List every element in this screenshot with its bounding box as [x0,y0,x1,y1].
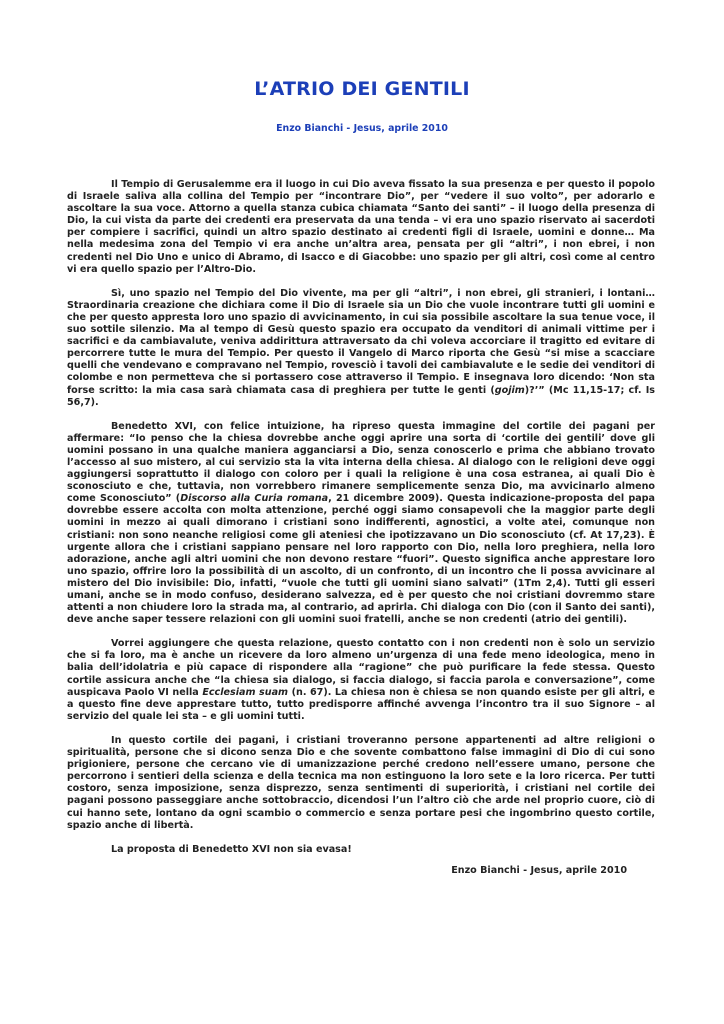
signature: Enzo Bianchi - Jesus, aprile 2010 [451,864,627,876]
paragraph-5: In questo cortile dei pagani, i cristiani troveranno persone appartenenti ad altre religioni o spiritualità, persone che si dicono senza Dio e che sovente combattono false immagini di Dio di cui sono prigioniere, persone che cercano vie di umanizzazione perché credono nell’essere umano, persone che percorrono i sentieri della scienza e della tecnica ma non estinguono la loro sete e la loro ricerca. Per tutti costoro, senza imposizione, senza disprezzo, senza sentimenti di superiorità, i cristiani nel cortile dei pagani possono passeggiare anche sottobraccio, dicendosi l’un l’altro ciò che arde nel proprio cuore, ciò di cui hanno sete, lontano da ogni scambio o commercio e senza portare pesi che ingombrino questo cortile, spazio anche di libertà. [67,734,655,831]
paragraph-3: Benedetto XVI, con felice intuizione, ha ripreso questa immagine del cortile dei pagani per affermare: “Io penso che la chiesa dovrebbe anche oggi aprire una sorta di ‘cortile dei gentili’ dove gli uomini possano in una qualche maniera agganciarsi a Dio, senza conoscerlo e prima che abbiano trovato l’accesso al suo mistero, al cui servizio sta la vita interna della chiesa. Al dialogo con le religioni deve oggi aggiungersi soprattutto il dialogo con coloro per i quali la religione è una cosa estranea, ai quali Dio è sconosciuto e che, tuttavia, non vorrebbero rimanere semplicemente senza Dio, ma avvicinarlo almeno come Sconosciuto” (Discorso alla Curia romana, 21 dicembre 2009). Questa indicazione-proposta del papa dovrebbe essere accolta con molta attenzione, perché oggi siamo consapevoli che la maggior parte degli uomini in mezzo ai quali dimorano i cristiani sono indifferenti, agnostici, a volte atei, comunque non cristiani: non sono neanche religiosi come gli ateniesi che ipotizzavano un Dio sconosciuto (cf. At 17,23). È urgente allora che i cristiani sappiano pensare nel loro rapporto con Dio, nella loro preghiera, nella loro adorazione, anche agli altri uomini che non devono restare “fuori”. Questo significa anche apprestare loro uno spazio, offrire loro la possibilità di un ascolto, di un confronto, di un incontro che li possa avvicinare al mistero del Dio invisibile: Dio, infatti, “vuole che tutti gli uomini siano salvati” (1Tm 2,4). Tutti gli esseri umani, anche se in modo confuso, desiderano salvezza, ed è per questo che noi cristiani dovremmo stare attenti a non chiudere loro la strada ma, al contrario, ad aprirla. Chi dialoga con Dio (con il Santo dei santi), deve anche saper tessere relazioni con gli uomini suoi fratelli, anche se non credenti (atrio dei gentili). [67,420,656,626]
closing-line: La proposta di Benedetto XVI non sia evasa! [111,843,352,855]
page-title: L’ATRIO DEI GENTILI [254,78,470,100]
paragraph-2: Sì, uno spazio nel Tempio del Dio vivente, ma per gli “altri”, i non ebrei, gli stranieri, i lontani… Straordinaria creazione che dichiara come il Dio di Israele sia un Dio che vuole incontrare tutti gli uomini e che per questo appresta loro uno spazio di avvicinamento, in cui sia possibile ascoltare la sua tenue voce, il suo sottile silenzio. Ma al tempo di Gesù questo spazio era occupato da venditori di animali vittime per i sacrifici e da cambiavalute, veniva addirittura attraversato da chi voleva accorciare il tragitto ed evitare di percorrere tutte le mura del Tempio. Per questo il Vangelo di Marco riporta che Gesù “si mise a scacciare quelli che vendevano e compravano nel Tempio, rovesciò i tavoli dei cambiavalute e le sedie dei venditori di colombe e non permetteva che si portassero cose attraverso il Tempio. E insegnava loro dicendo: ‘Non sta forse scritto: la mia casa sarà chiamata casa di preghiera per tutte le genti (gojim)?’” (Mc 11,15-17; cf. Is 56,7). [67,287,655,408]
article-body [67,179,655,877]
byline: Enzo Bianchi - Jesus, aprile 2010 [276,123,448,134]
paragraph-1: Il Tempio di Gerusalemme era il luogo in cui Dio aveva fissato la sua presenza e per questo il popolo di Israele saliva alla collina del Tempio per “incontrare Dio”, per “vedere il suo volto”, per adorarlo e ascoltare la sua voce. Attorno a quella stanza cubica chiamata “Santo dei santi” – il luogo della presenza di Dio, la cui vista da parte dei credenti era preservata da una tenda – vi era uno spazio riservato ai sacerdoti per compiere i sacrifici, quindi un altro spazio destinato ai credenti figli di Israele, uomini e donne… Ma nella medesima zona del Tempio vi era anche un’altra area, pensata per gli “altri”, i non ebrei, i non credenti nel Dio Uno e unico di Abramo, di Isacco e di Giacobbe: uno spazio per gli altri, così come al centro vi era quello spazio per l’Altro-Dio. [67,179,655,275]
paragraph-4: Vorrei aggiungere che questa relazione, questo contatto con i non credenti non è solo un servizio che si fa loro, ma è anche un ricevere da loro almeno un’urgenza di una fede meno ideologica, meno in balia dell’idolatria e più capace di rispondere alla “ragione” che può purificare la fede stessa. Questo cortile assicura anche che “la chiesa sia dialogo, si faccia dialogo, si faccia parola e conversazione”, come auspicava Paolo VI nella Ecclesiam suam (n. 67). La chiesa non è chiesa se non quando esiste per gli altri, e a questo fine deve apprestare tutto, tutto predisporre affinché avvenga l’incontro tra il suo Signore – al servizio del quale lei sta – e gli uomini tutti. [67,638,655,722]
